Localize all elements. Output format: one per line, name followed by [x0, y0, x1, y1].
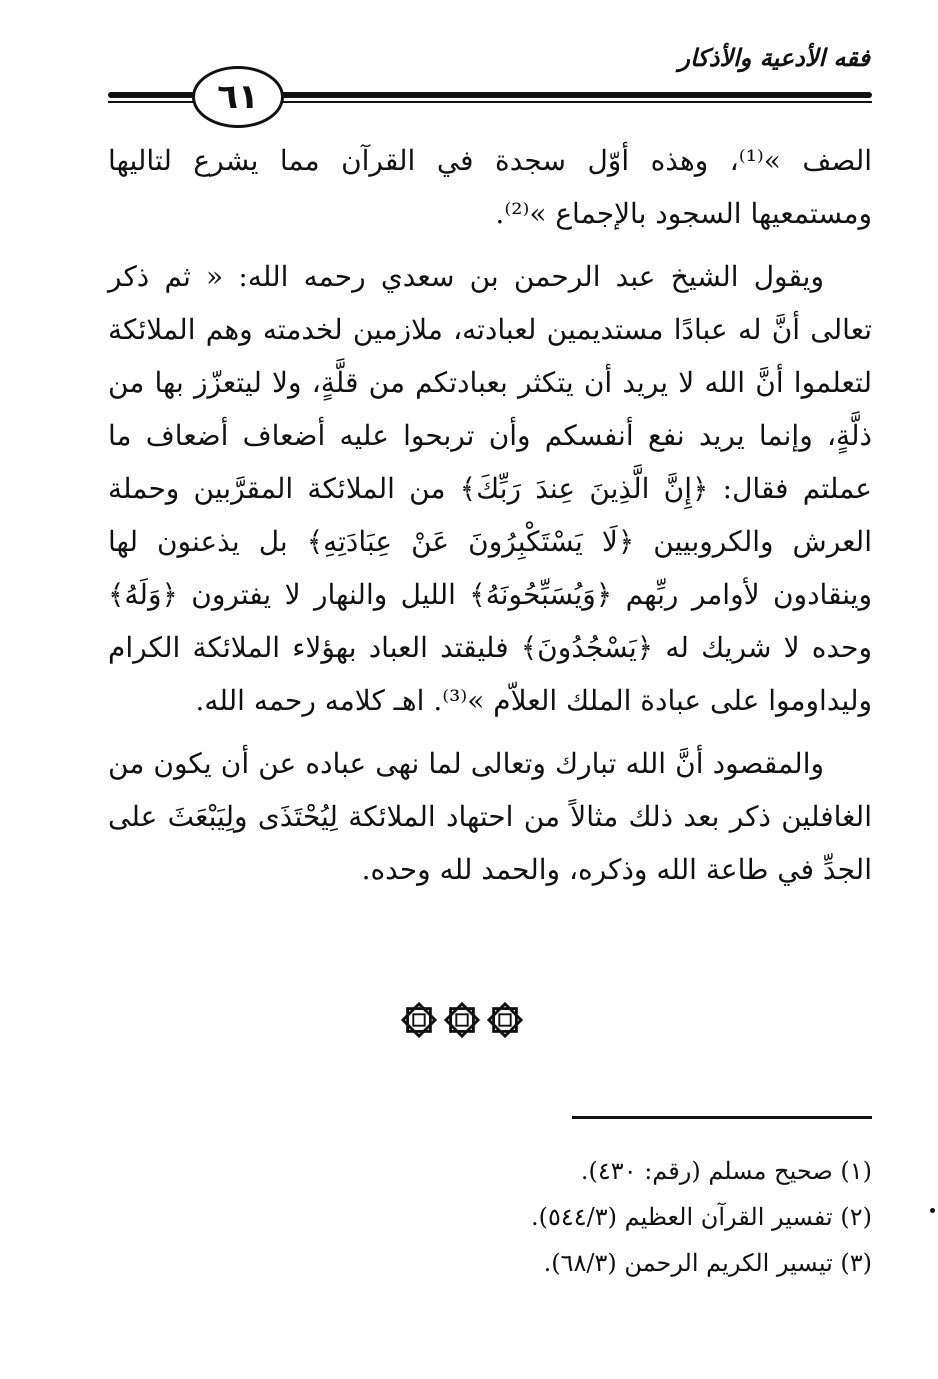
footnote-1: (١) صحيح مسلم (رقم: ٤٣٠).: [580, 1157, 872, 1185]
section-ornament: [400, 995, 524, 1045]
footnote-2: (٢) تفسير القرآن العظيم (٥٤٤/٣).: [531, 1203, 872, 1231]
margin-dot: [930, 1208, 935, 1213]
footnote-rule: [572, 1116, 872, 1119]
page-number: ٦١: [192, 66, 284, 128]
running-title: فقه الأدعية والأذكار: [678, 44, 870, 72]
footnotes: [372, 1148, 872, 1286]
paragraph-3: والمقصود أنَّ الله تبارك وتعالى لما نهى عباده عن أن يكون من الغافلين ذكر بعد ذلك مثالاً من احتهاد الملائكة لِيُحْتَذَى ولِيَبْعَثَ على الجدِّ في طاعة الله وذكره، والحمد لله وحده.: [108, 747, 872, 886]
footnote-3: (٣) تيسير الكريم الرحمن (٦٨/٣).: [543, 1249, 872, 1277]
eight-point-star-icon: [486, 1001, 524, 1039]
paragraph-1: الصف »⁽¹⁾، وهذه أوّل سجدة في القرآن مما يشرع لتاليها ومستمعيها السجود بالإجماع »⁽²⁾.: [108, 144, 873, 230]
eight-point-star-icon: [443, 1001, 481, 1039]
paragraph-2: ويقول الشيخ عبد الرحمن بن سعدي رحمه الله: « ثم ذكر تعالى أنَّ له عبادًا مستديمين لعبادته، ملازمين لخدمته وهم الملائكة لتعلموا أنَّ الله لا يريد أن يتكثر بعبادتكم من قلَّةٍ، ولا ليتعزّز بها من ذلَّةٍ، وإنما يريد نفع أنفسكم وأن تربحوا عليه أضعاف أضعاف ما عملتم فقال: ﴿إِنَّ الَّذِينَ عِندَ رَبِّكَ﴾ من الملائكة المقرَّبين وحملة العرش والكروبيين ﴿لَا يَسْتَكْبِرُونَ عَنْ عِبَادَتِهِ﴾ بل يذعنون لها وينقادون لأوامر ربِّهم ﴿وَيُسَبِّحُونَهُ﴾ الليل والنهار لا يفترون ﴿وَلَهُ﴾ وحده لا شريك له ﴿يَسْجُدُونَ﴾ فليقتد العباد بهؤلاء الملائكة الكرام وليداوموا على عبادة الملك العلاّم »⁽³⁾. اهـ كلامه رحمه الله.: [108, 260, 873, 717]
body-text: [108, 134, 872, 896]
eight-point-star-icon: [400, 1001, 438, 1039]
